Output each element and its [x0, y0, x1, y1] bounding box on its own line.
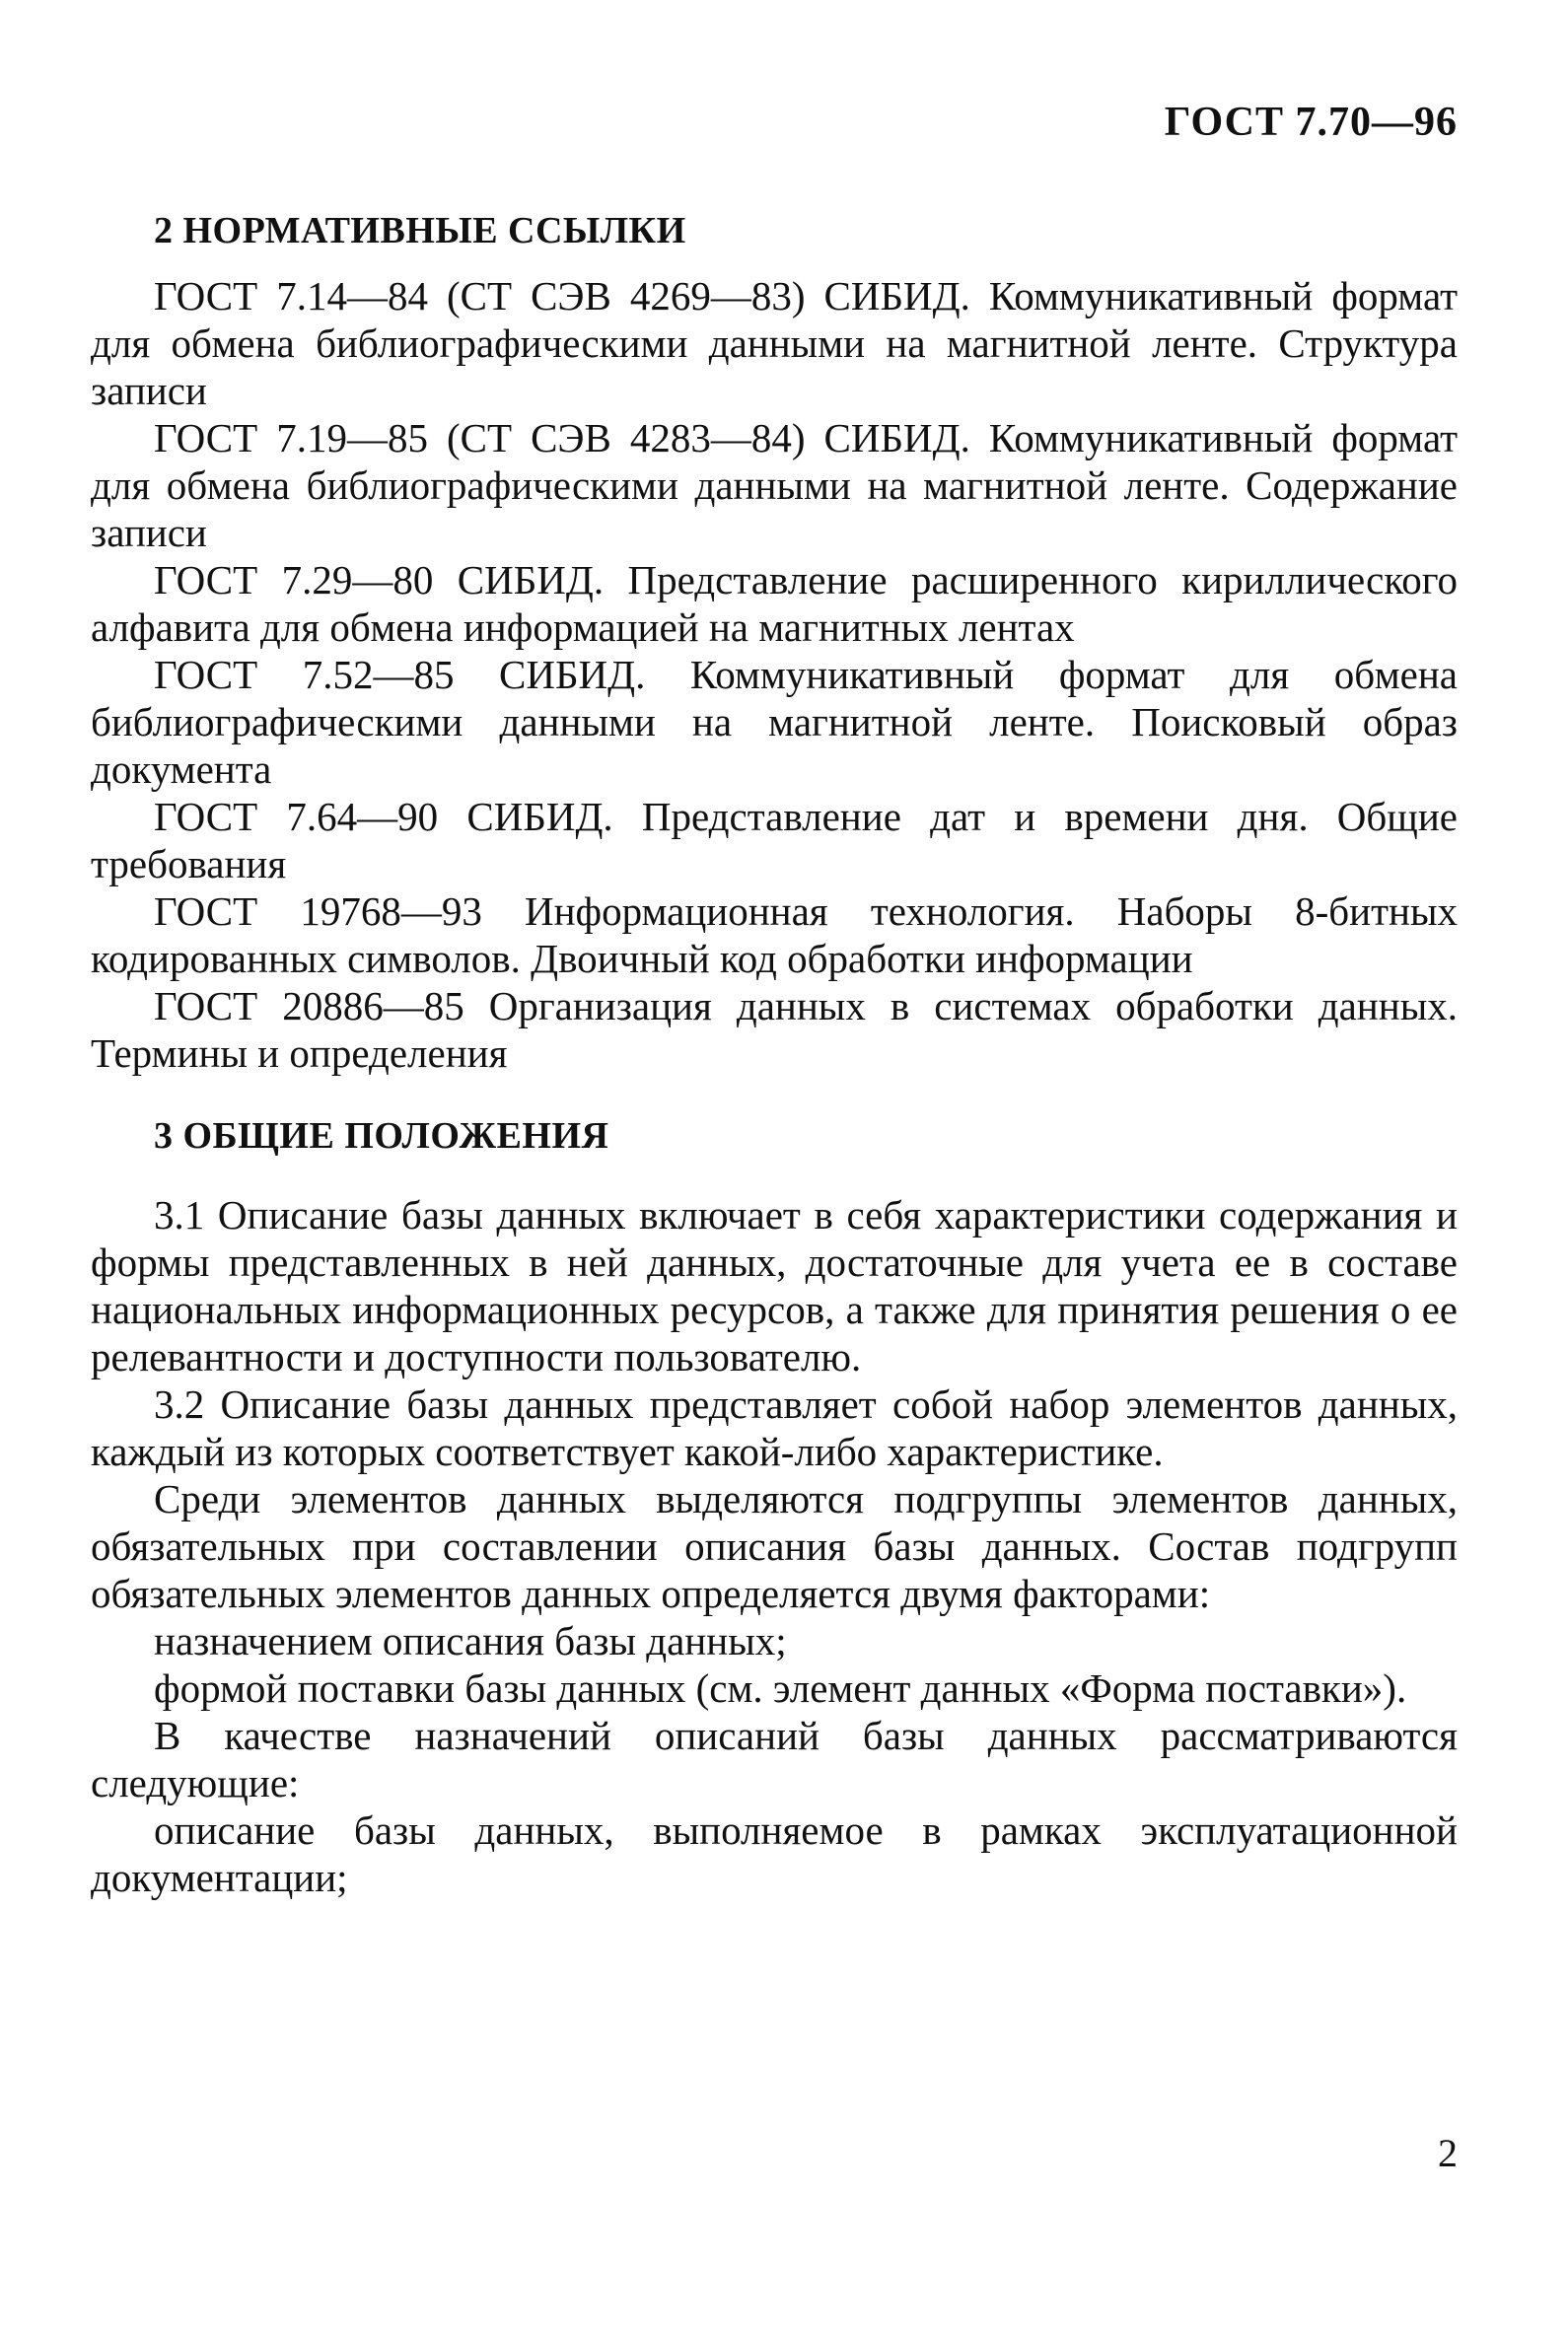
reference-item: ГОСТ 19768—93 Информационная технология. Наборы 8-битных кодированных символов. Двоичный код обработки информации: [91, 888, 1458, 981]
paragraph: Среди элементов данных выделяются подгруппы элементов данных, обязательных при составлении описания базы данных. Состав подгрупп обязательных элементов данных определяется двумя факторами:: [91, 1476, 1458, 1616]
paragraph: 3.1 Описание базы данных включает в себя характеристики содержания и формы представленных в ней данных, достаточные для учета ее в составе национальных информационных ресурсов, а также для принятия решения о ее релевантности и доступности пользователю.: [91, 1192, 1458, 1379]
section-heading-normative-references: 2 НОРМАТИВНЫЕ ССЫЛКИ: [154, 210, 686, 251]
paragraph: 3.2 Описание базы данных представляет собой набор элементов данных, каждый из которых соответствует какой-либо характеристике.: [91, 1381, 1458, 1474]
paragraph: описание базы данных, выполняемое в рамках эксплуатационной документации;: [91, 1807, 1458, 1900]
reference-item: ГОСТ 7.29—80 СИБИД. Представление расширенного кириллического алфавита для обмена информацией на магнитных лентах: [91, 557, 1458, 650]
page-number: 2: [1438, 2131, 1458, 2175]
reference-item: ГОСТ 7.52—85 СИБИД. Коммуникативный формат для обмена библиографическими данными на магнитной ленте. Поисковый образ документа: [91, 652, 1458, 792]
paragraph: В качестве назначений описаний базы данных рассматриваются следующие:: [91, 1713, 1458, 1805]
paragraph: формой поставки базы данных (см. элемент данных «Форма поставки»).: [154, 1665, 1407, 1711]
reference-item: ГОСТ 7.19—85 (СТ СЭВ 4283—84) СИБИД. Коммуникативный формат для обмена библиографическими данными на магнитной ленте. Содержание записи: [91, 415, 1458, 555]
section-heading-general-provisions: 3 ОБЩИЕ ПОЛОЖЕНИЯ: [154, 1115, 609, 1157]
normative-references-list: [91, 272, 1458, 1077]
reference-item: ГОСТ 20886—85 Организация данных в системах обработки данных. Термины и определения: [91, 983, 1458, 1076]
reference-item: ГОСТ 7.14—84 (СТ СЭВ 4269—83) СИБИД. Коммуникативный формат для обмена библиографическими данными на магнитной ленте. Структура записи: [91, 273, 1458, 413]
general-provisions-text: [91, 1191, 1458, 1901]
document-code-header: ГОСТ 7.70—96: [1164, 100, 1458, 145]
paragraph: назначением описания базы данных;: [154, 1618, 787, 1663]
reference-item: ГОСТ 7.64—90 СИБИД. Представление дат и времени дня. Общие требования: [91, 794, 1458, 886]
